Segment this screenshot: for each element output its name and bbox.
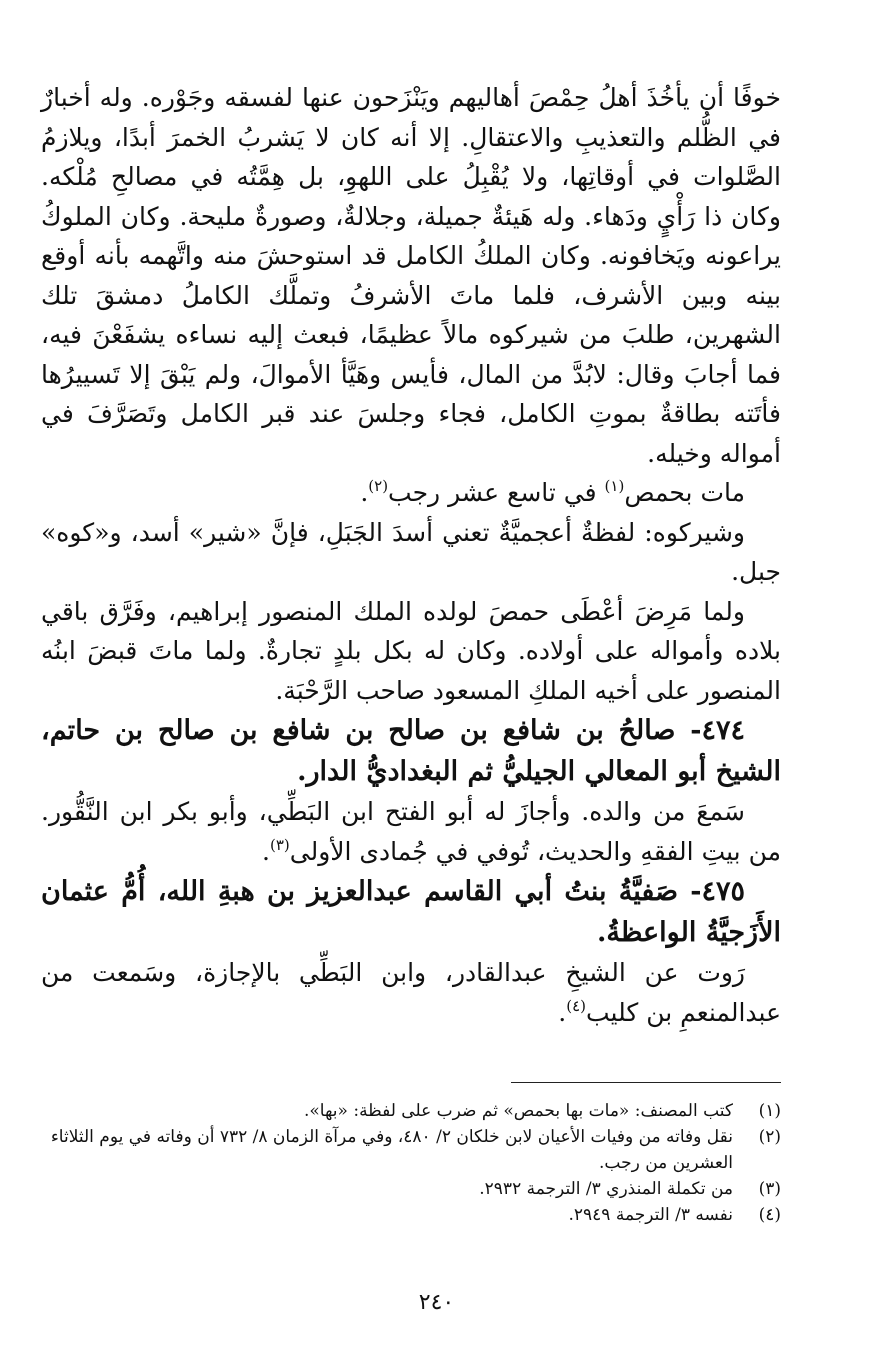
footnote-number: (١) [758, 1101, 781, 1121]
entry-474-heading: ٤٧٤- صالحُ بن شافع بن صالح بن شافع بن صالح بن حاتم، الشيخ أبو المعالي الجيليُّ ثم البغداديُّ الدار. [41, 715, 781, 787]
footnote-number: (٣) [758, 1179, 781, 1199]
footnote-3 [41, 1176, 781, 1202]
footnote-number: (٤) [758, 1205, 781, 1225]
footnote-text: نفسه ٣/ الترجمة ٢٩٤٩. [568, 1205, 733, 1225]
footnote-text: من تكملة المنذري ٣/ الترجمة ٢٩٣٢. [479, 1179, 733, 1199]
footnote-ref-4: (٤) [566, 996, 586, 1015]
entry-475-text: رَوت عن الشيخِ عبدالقادر، وابن البَطِّي بالإجازة، وسَمعت من عبدالمنعمِ بن كليب$^{(٤)}$. [41, 958, 781, 1027]
paragraph-etymology: وشيركوه: لفظةٌ أعجميَّةٌ تعني أسدَ الجَبَلِ، فإنَّ «شير» أسد، و«كوه» جبل. [41, 517, 781, 586]
footnote-ref-2: (٢) [368, 477, 389, 495]
death-date: في تاسع عشر رجب [388, 478, 605, 507]
page-number: ٢٤٠ [418, 1290, 455, 1315]
footnote-1 [41, 1098, 781, 1124]
main-text [41, 78, 781, 1032]
death-text: مات بحمص [624, 478, 745, 507]
footnote-text: كتب المصنف: «مات بها بحمص» ثم ضرب على لفظة: «بها». [303, 1101, 733, 1121]
footnote-divider [511, 1082, 781, 1083]
footnote-ref-3: (٣) [269, 835, 290, 854]
footnotes [41, 1098, 781, 1228]
footnote-ref-1: (١) [604, 477, 625, 495]
paragraph-succession: ولما مَرِضَ أعْطَى حمصَ لولده الملك المنصور إبراهيم، وفَرَّق باقي بلاده وأمواله على أولاده. وكان له بكل بلدٍ تجارةٌ. ولما ماتَ قبضَ ابنُه المنصور على أخيه الملكِ المسعود صاحب الرَّحْبَة. [41, 596, 781, 705]
entry-475-heading: ٤٧٥- صَفيَّةُ بنتُ أبي القاسم عبدالعزيز بن هبةِ الله، أُمُّ عثمان الأَزَجيَّةُ الواعظةُ. [41, 876, 781, 948]
footnote-4 [41, 1202, 781, 1228]
entry-474-text: سَمعَ من والده. وأجازَ له أبو الفتح ابن البَطِّي، وأبو بكر ابن النَّقُّور. من بيتِ الفقهِ والحديث، تُوفي في جُمادى الأولى$^{(٣)}$. [41, 797, 781, 866]
footnote-number: (٢) [758, 1127, 781, 1147]
footnote-text: نقل وفاته من وفيات الأعيان لابن خلكان ٢/ ٤٨٠، وفي مرآة الزمان ٨/ ٧٣٢ أن وفاته في يوم الثلاثاء العشرين من رجب. [50, 1127, 733, 1173]
paragraph-1: خوفًا أن يأخُذَ أهلُ حِمْصَ أهاليهم ويَنْزَحون عنها لفسقه وجَوْره. وله أخبارٌ في الظُّلم والتعذيبِ والاعتقالِ. إلا أنه كان لا يَشربُ الخمرَ أبدًا، ويلازمُ الصَّلوات في أوقاتِها، ولا يُقْبِلُ على اللهوِ، بل هِمَّتُه في مصالحِ مُلْكه. وكان ذا رَأْيٍ ودَهاء. وله هَيئةٌ جميلة، وجلالةٌ، وصورةٌ مليحة. وكان الملوكُ يراعونه ويَخافونه. وكان الملكُ الكامل قد استوحشَ منه واتَّهمه بأنه أوقع بينه وبين الأشرف، فلما ماتَ الأشرفُ وتملَّك الكاملُ دمشقَ تلك الشهرين، طلبَ من شيركوه مالاً عظيمًا، فبعث إليه نساءه يشفَعْنَ فيه، فما أجابَ وقال: لابُدَّ من المال، فأيس وهَيَّأ الأموالَ، ولم يَبْقَ إلا تَسييرُها فأتَته بطاقةٌ بموتِ الكامل، فجاء وجلسَ عند قبر الكامل وتَصَرَّفَ في أمواله وخيله. [41, 83, 781, 468]
footnote-2 [41, 1124, 781, 1176]
paragraph-death: مات بحمص$^{(١)}$ في تاسع عشر رجب$^{(٢)}$. [360, 477, 745, 507]
